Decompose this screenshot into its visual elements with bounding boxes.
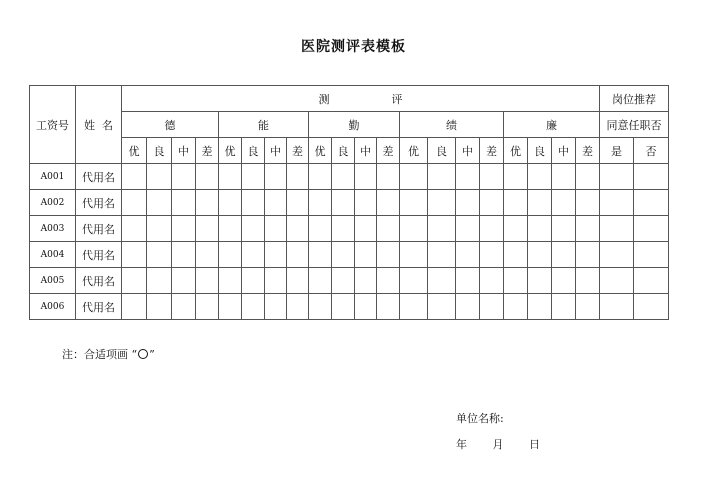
agree-yes-header: 是 (600, 138, 634, 164)
mark-cell[interactable] (355, 242, 377, 268)
table-row (30, 190, 669, 216)
evaluation-header (122, 86, 600, 112)
name-header: 姓 名 (76, 86, 122, 164)
unit-name-label: 单位名称: (456, 412, 504, 425)
mark-cell[interactable] (528, 268, 552, 294)
mark-cell[interactable] (634, 294, 669, 320)
evaluation-table (29, 85, 669, 320)
row-name: 代用名 (76, 294, 122, 320)
mark-cell[interactable] (456, 164, 480, 190)
mark-cell[interactable] (332, 294, 355, 320)
mark-cell[interactable] (219, 164, 242, 190)
table-row (30, 294, 669, 320)
mark-cell[interactable] (265, 242, 287, 268)
mark-cell[interactable] (309, 164, 332, 190)
mark-cell[interactable] (552, 242, 576, 268)
mark-cell[interactable] (428, 242, 456, 268)
data-rows (30, 164, 669, 320)
mark-cell[interactable] (377, 190, 400, 216)
mark-cell[interactable] (634, 190, 669, 216)
mark-cell[interactable] (332, 268, 355, 294)
mark-cell[interactable] (400, 242, 428, 268)
mark-cell[interactable] (400, 190, 428, 216)
note (62, 346, 155, 362)
row-id: A003 (30, 216, 76, 242)
mark-cell[interactable] (428, 294, 456, 320)
mark-cell[interactable] (219, 268, 242, 294)
date-day: 日 (529, 438, 540, 451)
grade-header-cell: 良 (332, 138, 355, 164)
grade-header-cell: 中 (355, 138, 377, 164)
mark-cell[interactable] (122, 294, 147, 320)
mark-cell[interactable] (219, 242, 242, 268)
mark-cell[interactable] (552, 164, 576, 190)
grade-header-cell: 良 (528, 138, 552, 164)
mark-cell[interactable] (196, 164, 219, 190)
mark-cell[interactable] (147, 164, 172, 190)
mark-cell[interactable] (576, 190, 600, 216)
mark-cell[interactable] (634, 268, 669, 294)
mark-cell[interactable] (480, 216, 504, 242)
mark-cell[interactable] (504, 242, 528, 268)
mark-cell[interactable] (428, 190, 456, 216)
mark-cell[interactable] (428, 268, 456, 294)
mark-cell[interactable] (576, 164, 600, 190)
mark-cell[interactable] (309, 268, 332, 294)
grade-header-cell: 中 (265, 138, 287, 164)
grade-header-cell: 良 (147, 138, 172, 164)
mark-cell[interactable] (504, 190, 528, 216)
category-qin: 勤 (309, 112, 400, 138)
grade-header-cell: 优 (400, 138, 428, 164)
row-id: A002 (30, 190, 76, 216)
mark-cell[interactable] (355, 190, 377, 216)
mark-cell[interactable] (196, 190, 219, 216)
mark-cell[interactable] (172, 268, 196, 294)
mark-cell[interactable] (480, 242, 504, 268)
grade-header-cell: 优 (122, 138, 147, 164)
table-row (30, 164, 669, 190)
mark-cell[interactable] (122, 216, 147, 242)
mark-cell[interactable] (355, 294, 377, 320)
mark-cell[interactable] (242, 294, 265, 320)
mark-cell[interactable] (377, 216, 400, 242)
grade-header-cell: 差 (480, 138, 504, 164)
mark-cell[interactable] (172, 164, 196, 190)
mark-cell[interactable] (428, 216, 456, 242)
mark-cell[interactable] (400, 164, 428, 190)
grade-header-cell: 优 (219, 138, 242, 164)
mark-cell[interactable] (147, 190, 172, 216)
category-ji: 绩 (400, 112, 504, 138)
grade-header-cell: 中 (552, 138, 576, 164)
mark-cell[interactable] (242, 164, 265, 190)
mark-cell[interactable] (528, 242, 552, 268)
mark-cell[interactable] (504, 216, 528, 242)
mark-cell[interactable] (196, 216, 219, 242)
evaluation-header-second: 评 (391, 92, 403, 106)
agree-header: 同意任职否 (600, 112, 669, 138)
mark-cell[interactable] (219, 190, 242, 216)
mark-cell[interactable] (456, 242, 480, 268)
mark-cell[interactable] (172, 190, 196, 216)
mark-cell[interactable] (242, 242, 265, 268)
mark-cell[interactable] (196, 294, 219, 320)
mark-cell[interactable] (480, 268, 504, 294)
mark-cell[interactable] (242, 268, 265, 294)
date-month: 月 (492, 438, 504, 451)
mark-cell[interactable] (552, 190, 576, 216)
mark-cell[interactable] (265, 268, 287, 294)
category-de: 德 (122, 112, 219, 138)
mark-cell[interactable] (552, 294, 576, 320)
mark-cell[interactable] (456, 268, 480, 294)
agree-no-header: 否 (634, 138, 669, 164)
mark-cell[interactable] (332, 164, 355, 190)
mark-cell[interactable] (480, 294, 504, 320)
grade-header-cell: 中 (456, 138, 480, 164)
row-name: 代用名 (76, 268, 122, 294)
mark-cell[interactable] (172, 294, 196, 320)
mark-cell[interactable] (600, 242, 634, 268)
row-id: A001 (30, 164, 76, 190)
mark-cell[interactable] (355, 164, 377, 190)
id-header: 工资号 (30, 86, 76, 164)
mark-cell[interactable] (634, 216, 669, 242)
evaluation-header-first: 测 (318, 92, 330, 106)
mark-cell[interactable] (355, 268, 377, 294)
mark-cell[interactable] (576, 268, 600, 294)
mark-cell[interactable] (287, 294, 309, 320)
row-id: A004 (30, 242, 76, 268)
mark-cell[interactable] (265, 164, 287, 190)
mark-cell[interactable] (196, 242, 219, 268)
mark-cell[interactable] (309, 190, 332, 216)
mark-cell[interactable] (528, 216, 552, 242)
page-title: 医院测评表模板 (301, 39, 406, 55)
mark-cell[interactable] (122, 268, 147, 294)
mark-cell[interactable] (528, 294, 552, 320)
mark-cell[interactable] (242, 216, 265, 242)
grade-header-cell: 差 (576, 138, 600, 164)
table-row (30, 216, 669, 242)
grade-header-cell: 优 (504, 138, 528, 164)
table-row (30, 268, 669, 294)
mark-cell[interactable] (600, 294, 634, 320)
row-name: 代用名 (76, 242, 122, 268)
mark-cell[interactable] (332, 216, 355, 242)
category-lian: 廉 (504, 112, 600, 138)
mark-cell[interactable] (147, 268, 172, 294)
grade-header-cell: 差 (287, 138, 309, 164)
mark-cell[interactable] (219, 216, 242, 242)
mark-cell[interactable] (504, 268, 528, 294)
mark-cell[interactable] (552, 268, 576, 294)
mark-cell[interactable] (456, 190, 480, 216)
mark-cell[interactable] (332, 242, 355, 268)
mark-cell[interactable] (576, 216, 600, 242)
mark-cell[interactable] (480, 164, 504, 190)
row-id: A005 (30, 268, 76, 294)
mark-cell[interactable] (265, 190, 287, 216)
mark-cell[interactable] (456, 216, 480, 242)
mark-cell[interactable] (600, 268, 634, 294)
mark-cell[interactable] (377, 242, 400, 268)
mark-cell[interactable] (576, 242, 600, 268)
mark-cell[interactable] (196, 268, 219, 294)
grade-header-row (30, 138, 669, 164)
mark-cell[interactable] (504, 164, 528, 190)
circle-mark-icon (138, 349, 148, 359)
table-row (30, 242, 669, 268)
mark-cell[interactable] (400, 268, 428, 294)
mark-cell[interactable] (287, 164, 309, 190)
date-line (456, 436, 562, 452)
mark-cell[interactable] (122, 242, 147, 268)
mark-cell[interactable] (576, 294, 600, 320)
grade-header-cell: 差 (196, 138, 219, 164)
mark-cell[interactable] (377, 164, 400, 190)
mark-cell[interactable] (242, 190, 265, 216)
row-name: 代用名 (76, 164, 122, 190)
mark-cell[interactable] (287, 190, 309, 216)
mark-cell[interactable] (309, 216, 332, 242)
mark-cell[interactable] (400, 216, 428, 242)
category-neng: 能 (219, 112, 309, 138)
mark-cell[interactable] (480, 190, 504, 216)
mark-cell[interactable] (600, 190, 634, 216)
mark-cell[interactable] (332, 190, 355, 216)
mark-cell[interactable] (147, 216, 172, 242)
mark-cell[interactable] (172, 216, 196, 242)
mark-cell[interactable] (219, 294, 242, 320)
mark-cell[interactable] (634, 164, 669, 190)
mark-cell[interactable] (355, 216, 377, 242)
mark-cell[interactable] (528, 190, 552, 216)
mark-cell[interactable] (400, 294, 428, 320)
mark-cell[interactable] (287, 216, 309, 242)
mark-cell[interactable] (428, 164, 456, 190)
mark-cell[interactable] (634, 242, 669, 268)
mark-cell[interactable] (265, 294, 287, 320)
mark-cell[interactable] (377, 268, 400, 294)
mark-cell[interactable] (287, 242, 309, 268)
mark-cell[interactable] (265, 216, 287, 242)
grade-header-cell: 中 (172, 138, 196, 164)
mark-cell[interactable] (600, 164, 634, 190)
row-name: 代用名 (76, 190, 122, 216)
date-year: 年 (456, 438, 467, 451)
mark-cell[interactable] (147, 242, 172, 268)
recommend-header: 岗位推荐 (600, 86, 669, 112)
mark-cell[interactable] (172, 242, 196, 268)
mark-cell[interactable] (600, 216, 634, 242)
mark-cell[interactable] (456, 294, 480, 320)
note-suffix: ” (149, 348, 155, 361)
note-prefix: 注：合适项画 “ (62, 348, 138, 361)
grade-header-cell: 良 (242, 138, 265, 164)
mark-cell[interactable] (552, 216, 576, 242)
grade-header-cell: 良 (428, 138, 456, 164)
mark-cell[interactable] (528, 164, 552, 190)
mark-cell[interactable] (504, 294, 528, 320)
row-id: A006 (30, 294, 76, 320)
mark-cell[interactable] (309, 242, 332, 268)
mark-cell[interactable] (309, 294, 332, 320)
mark-cell[interactable] (122, 164, 147, 190)
grade-header-cell: 差 (377, 138, 400, 164)
row-name: 代用名 (76, 216, 122, 242)
mark-cell[interactable] (377, 294, 400, 320)
mark-cell[interactable] (287, 268, 309, 294)
mark-cell[interactable] (147, 294, 172, 320)
grade-header-cell: 优 (309, 138, 332, 164)
mark-cell[interactable] (122, 190, 147, 216)
